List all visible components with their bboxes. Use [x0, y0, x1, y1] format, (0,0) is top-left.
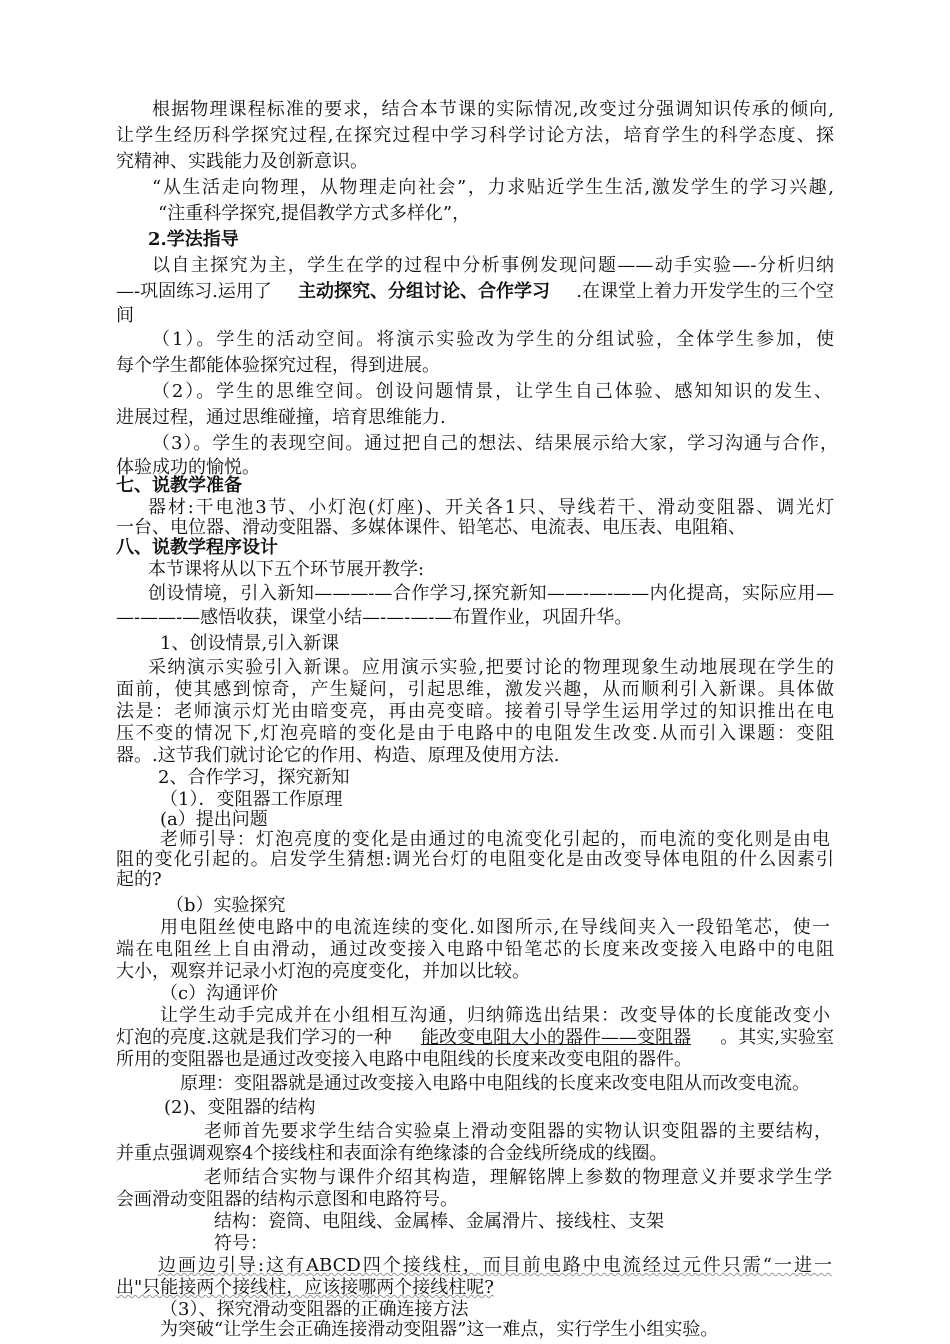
- text-run: —-巩固练习.运用了: [116, 281, 272, 302]
- para-line: 大小，观察并记录小灯泡的亮度变化，并加以比较。: [116, 961, 530, 982]
- para-line: 会画滑动变阻器的结构示意图和电路符号。: [116, 1189, 458, 1210]
- para-line: 器。.这节我们就讨论它的作用、构造、原理及使用方法.: [116, 745, 560, 766]
- structure-list: 结构：瓷筒、电阻线、金属棒、金属滑片、接线柱、支架: [214, 1211, 664, 1232]
- para-line-wavy: 边画边引导:这有ABCD四个接线柱，而目前电路中电流经过元件只需“一进一: [158, 1255, 832, 1276]
- subheading-study-method: 2.学法指导: [148, 229, 239, 250]
- text-run: .在课堂上着力开发学生的三个空: [576, 281, 834, 302]
- para-line: 面前，使其感到惊奇，产生疑问，引起思维，激发兴趣，从而顺利引入新课。具体做: [116, 679, 834, 700]
- list-item: （2）。学生的思维空间。创设问题情景，让学生自己体验、感知知识的发生、: [152, 381, 832, 402]
- para-line: 老师首先要求学生结合实验桌上滑动变阻器的实物认识变阻器的主要结构，: [204, 1121, 832, 1142]
- para-line: 所用的变阻器也是通过改变接入电路中电阻线的长度来改变电阻的器件。: [116, 1049, 692, 1070]
- para-line: 阻的变化引起的。启发学生猜想:调光台灯的电阻变化是由改变导体电阻的什么因素引: [116, 849, 834, 870]
- para-line: 采纳演示实验引入新课。应用演示实验,把要讨论的物理现象生动地展现在学生的: [148, 657, 834, 678]
- para-line: 压不变的情况下,灯泡亮暗的变化是由于电路中的电阻发生改变.从而引入课题：变阻: [116, 723, 834, 744]
- para-line: 间: [116, 305, 134, 326]
- section-heading-8: 八、说教学程序设计: [116, 537, 278, 558]
- para-line: 为突破“让学生会正确连接滑动变阻器”这一难点，实行学生小组实验。: [160, 1319, 719, 1340]
- para-line: “从生活走向物理，从物理走向社会”，力求贴近学生生活,激发学生的学习兴趣,: [152, 177, 834, 198]
- para-line: —-——-—感悟收获，课堂小结—-—-—-—布置作业，巩固升华。: [116, 607, 633, 628]
- para-line: 本节课将从以下五个环节展开教学:: [148, 559, 425, 580]
- subheading-connection: （3）、探究滑动变阻器的正确连接方法: [160, 1299, 469, 1320]
- para-line: 老师引导：灯泡亮度的变化是由通过的电流变化引起的，而电流的变化则是由电: [160, 829, 830, 850]
- subheading-step-1: 1、创设情景,引入新课: [160, 633, 340, 654]
- para-line: 端在电阻丝上自由滑动，通过改变接入电路中铅笔芯的长度来改变接入电路中的电阻: [116, 939, 834, 960]
- subheading-evaluation: （c）沟通评价: [160, 983, 279, 1004]
- para-line: 根据物理课程标准的要求，结合本节课的实际情况,改变过分强调知识传承的倾向,: [152, 99, 834, 120]
- para-line: 每个学生都能体验探究过程，得到进展。: [116, 355, 440, 376]
- underlined-term: 能改变电阻大小的器件——变阻器: [421, 1027, 691, 1048]
- para-line: 体验成功的愉悦。: [116, 457, 260, 478]
- text-run: 灯泡的亮度.这就是我们学习的一种: [116, 1027, 392, 1048]
- para-line: 一台、电位器、滑动变阻器、多媒体课件、铅笔芯、电流表、电压表、电阻箱、: [116, 517, 746, 538]
- symbol-label: 符号：: [214, 1233, 268, 1254]
- list-item: （3）。学生的表现空间。通过把自己的想法、结果展示给大家，学习沟通与合作，: [152, 433, 838, 454]
- para-line: 创设情境，引入新知———-—合作学习,探究新知——-—-——内化提高，实际应用—: [148, 583, 834, 604]
- para-line: 并重点强调观察4个接线柱和表面涂有绝缘漆的合金线所绕成的线圈。: [116, 1143, 668, 1164]
- para-line: 让学生动手完成并在小组相互沟通，归纳筛选出结果：改变导体的长度能改变小: [160, 1005, 830, 1026]
- para-line: “注重科学探究,提倡教学方式多样化”，: [158, 203, 471, 224]
- subheading-question: (a）提出问题: [160, 809, 268, 830]
- para-line: 法是：老师演示灯光由暗变亮，再由亮变暗。接着引导学生运用学过的知识推出在电: [116, 701, 834, 722]
- para-line: 器材:干电池3节、小灯泡(灯座)、开关各1只、导线若干、滑动变阻器、调光灯: [148, 497, 834, 518]
- subheading-experiment: （b）实验探究: [166, 895, 286, 916]
- para-line-principle: 原理：变阻器就是通过改变接入电路中电阻线的长度来改变电阻从而改变电流。: [180, 1073, 810, 1094]
- para-line-mixed: [116, 1026, 834, 1050]
- subheading-structure: (2)、变阻器的结构: [164, 1097, 316, 1118]
- list-item: （1）。学生的活动空间。将演示实验改为学生的分组试验，全体学生参加，使: [152, 329, 834, 350]
- para-line: 老师结合实物与课件介绍其构造，理解铭牌上参数的物理意义并要求学生学: [204, 1167, 832, 1188]
- text-run: 。其实,实验室: [720, 1027, 834, 1048]
- para-line: 究精神、实践能力及创新意识。: [116, 151, 368, 172]
- para-line: 以自主探究为主，学生在学的过程中分析事例发现问题——动手实验—-分析归纳: [152, 255, 834, 276]
- para-line-mixed: [116, 280, 834, 304]
- para-line: 用电阻丝使电路中的电流连续的变化.如图所示,在导线间夹入一段铅笔芯，使一: [160, 917, 830, 938]
- para-line: 让学生经历科学探究过程,在探究过程中学习科学讨论方法，培育学生的科学态度、探: [116, 125, 834, 146]
- bold-keywords: 主动探究、分组讨论、合作学习: [298, 281, 551, 302]
- para-line: 起的?: [116, 869, 162, 890]
- para-line: 进展过程，通过思维碰撞，培育思维能力.: [116, 407, 446, 428]
- section-heading-7: 七、说教学准备: [116, 475, 242, 496]
- subheading-principle: （1）．变阻器工作原理: [160, 789, 343, 810]
- para-line-wavy: 出"只能接两个接线柱，应该接哪两个接线柱呢?: [116, 1277, 494, 1298]
- subheading-step-2: 2、合作学习，探究新知: [158, 767, 350, 788]
